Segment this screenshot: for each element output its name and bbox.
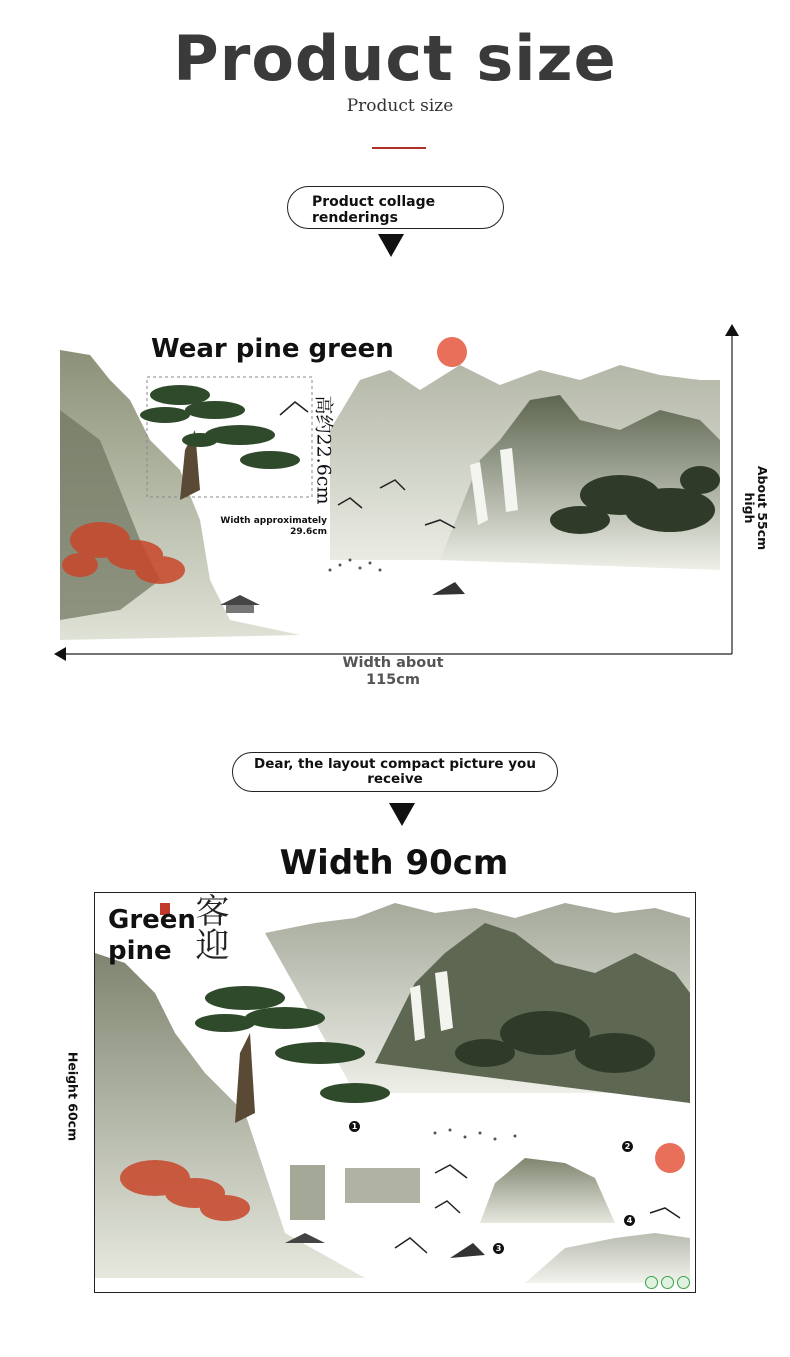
pine-trunk: [235, 1033, 255, 1123]
piece-number-1: 1: [349, 1121, 360, 1132]
page-title: Product size: [173, 22, 617, 95]
certification-badge-icon: [677, 1276, 690, 1289]
section-label-layout-text: Dear, the layout compact picture you receive: [254, 756, 536, 787]
bottom-width-annotation: Width about 115cm: [330, 655, 456, 689]
piece-number-4: 4: [624, 1215, 635, 1226]
boat: [450, 1243, 485, 1258]
arrow-left-icon: [54, 647, 66, 661]
height-annotation-layout-box: [62, 1050, 84, 1145]
width-annotation: Width approximately 29.6cm: [220, 516, 327, 537]
product-name-layout: Green pine: [108, 905, 196, 966]
piece-number-3: 3: [493, 1243, 504, 1254]
section-label-collage-text: Product collage renderings: [312, 194, 436, 226]
arrow-down-icon: [378, 234, 404, 257]
side-height-annotation: About 55cm high: [742, 465, 770, 551]
arrow-down-icon: [389, 803, 415, 826]
sun: [655, 1143, 685, 1173]
dimension-lines: [50, 320, 750, 665]
sticker-mountain: [480, 1158, 615, 1223]
height-annotation-text: 高约22.6cm: [312, 395, 335, 505]
width-heading: Width 90cm: [279, 843, 509, 883]
product-name-collage: Wear pine green: [151, 334, 394, 364]
page-subtitle: Product size: [346, 96, 454, 116]
layout-sheet: [94, 892, 696, 1293]
arrow-up-icon: [725, 324, 739, 336]
section-label-collage: [287, 186, 504, 229]
certification-badge-icon: [645, 1276, 658, 1289]
bird-flock: [434, 1129, 517, 1141]
title-divider: [372, 147, 426, 149]
side-height-box: [741, 465, 771, 555]
calligraphy-text: 客迎: [189, 893, 229, 961]
section-label-layout: [232, 752, 558, 792]
certification-badge-icon: [661, 1276, 674, 1289]
height-annotation-layout: Height 60cm: [65, 1051, 81, 1142]
piece-number-2: 2: [622, 1141, 633, 1152]
sticker-piece: [345, 1168, 420, 1203]
sticker-piece: [290, 1165, 325, 1220]
